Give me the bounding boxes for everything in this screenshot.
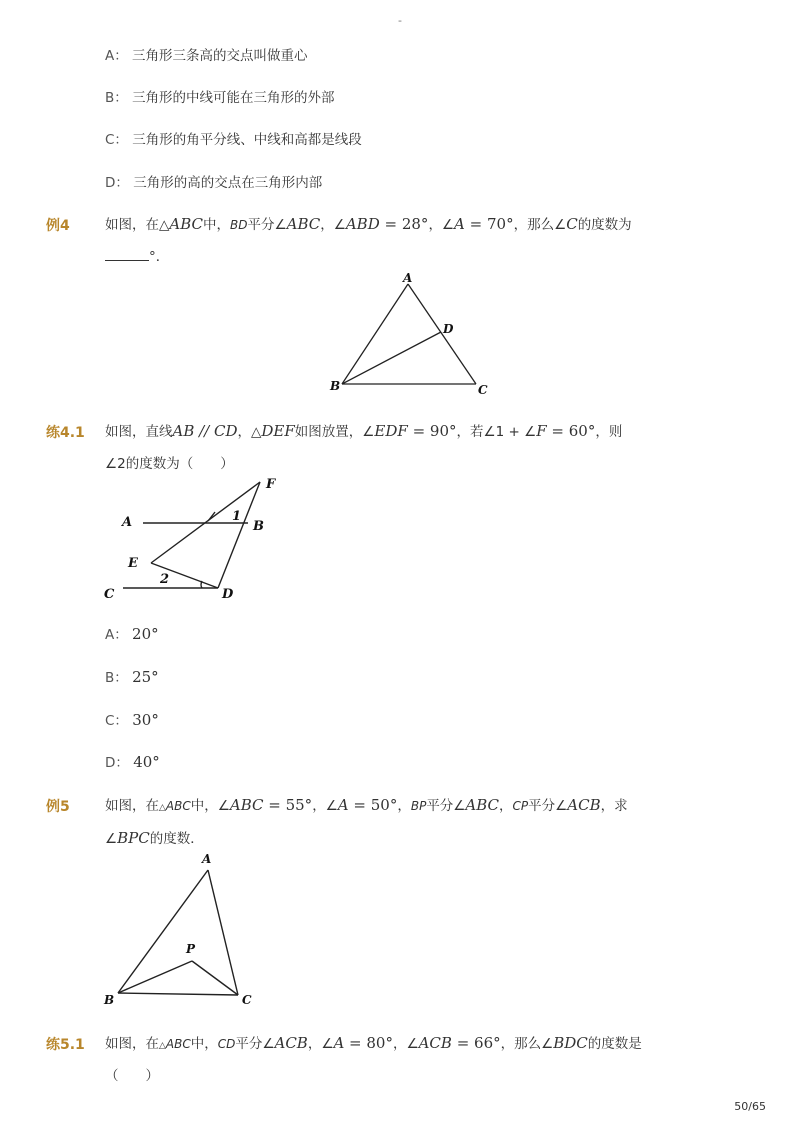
page-number: 50/65	[734, 1100, 766, 1113]
label-d: D	[443, 322, 454, 336]
stem-text: ，∠	[392, 1036, 419, 1052]
label-b: B	[253, 519, 264, 534]
option-text: 三角形的角平分线、中线和高都是线段	[132, 132, 362, 148]
option-key: D：	[105, 755, 129, 771]
stem-text: °．	[149, 249, 170, 265]
edge-bc	[118, 993, 238, 995]
option-value: 25°	[132, 668, 159, 686]
practice-5-1-stem-line1	[105, 1034, 642, 1055]
stem-text: ，∠	[312, 798, 338, 814]
stem-text: 平分∠	[247, 217, 287, 233]
option-d[interactable]	[105, 174, 322, 192]
triangle-symbol: △	[159, 1041, 166, 1051]
stem-text: 平分∠	[235, 1036, 275, 1052]
stem-text: ，则	[595, 424, 623, 440]
math-bdc: BDC	[553, 1034, 588, 1052]
label-p: P	[186, 942, 196, 956]
label-c: C	[104, 587, 115, 602]
example-5-stem-line1	[105, 796, 628, 817]
triangle-name: ABC	[165, 799, 191, 813]
stem-text: ，那么∠	[500, 1036, 554, 1052]
segment-cp: CP	[512, 799, 529, 813]
example-4-figure	[320, 268, 500, 398]
angle-2-arc	[201, 581, 202, 588]
stem-text: 平分∠	[528, 798, 568, 814]
triangle-name: ABC	[165, 1037, 191, 1051]
practice-4-1-tag: 练4.1	[46, 425, 85, 441]
stem-text: ，∠	[428, 217, 455, 233]
triangle-symbol: △	[159, 803, 166, 813]
stem-text: ，那么∠	[513, 217, 567, 233]
math-abc: ABC	[229, 796, 264, 814]
example-4-stem-line1	[105, 215, 632, 234]
stem-text: ，	[397, 798, 411, 814]
math-edf: EDF	[374, 422, 408, 440]
label-angle-1: 1	[232, 509, 242, 524]
stem-text: 平分∠	[426, 798, 466, 814]
practice-4-1-option-a[interactable]	[105, 625, 159, 644]
stem-text: ∠	[105, 831, 118, 847]
stem-text: 如图，在	[105, 798, 159, 814]
stem-text: ，若∠1 + ∠	[456, 424, 537, 440]
math-a: A	[333, 1034, 345, 1052]
practice-4-1-option-b[interactable]	[105, 668, 159, 687]
label-f: F	[266, 477, 276, 492]
option-value: 30°	[132, 711, 159, 729]
math-value: = 28°	[379, 215, 429, 233]
math-f: F	[536, 422, 547, 440]
option-text: 三角形的中线可能在三角形的外部	[132, 90, 335, 106]
label-b: B	[330, 379, 341, 393]
math-acb: ACB	[418, 1034, 452, 1052]
option-text: 三角形三条高的交点叫做重心	[132, 48, 308, 64]
example-5-stem-line2	[105, 829, 204, 848]
option-key: A：	[105, 48, 128, 64]
edge-ab	[118, 870, 208, 993]
math-def: DEF	[261, 422, 295, 440]
option-value: 40°	[133, 753, 160, 771]
practice-4-1-stem-line1	[105, 422, 622, 441]
math-abc: ABC	[169, 215, 204, 233]
stem-text: 中，	[203, 217, 231, 233]
edge-ab	[342, 284, 408, 384]
option-text: 三角形的高的交点在三角形内部	[133, 175, 323, 191]
math-abd: ABD	[345, 215, 380, 233]
segment-cd: CD	[217, 1037, 236, 1051]
option-key: D：	[105, 175, 129, 191]
label-b: B	[104, 993, 115, 1007]
math-abc: ABC	[465, 796, 500, 814]
segment-bp: BP	[410, 799, 427, 813]
stem-text: 如图，直线	[105, 424, 173, 440]
math-ab-parallel-cd: AB // CD	[172, 422, 238, 440]
example-4-tag: 例4	[46, 218, 70, 234]
math-value: = 90°	[407, 422, 457, 440]
example-5-tag: 例5	[46, 799, 70, 815]
stem-text: 中，	[190, 1036, 218, 1052]
stem-text: 如图，在	[105, 1036, 159, 1052]
label-angle-2: 2	[160, 572, 170, 587]
practice-5-1-stem-line2: （ ）	[105, 1068, 159, 1084]
option-a[interactable]	[105, 47, 308, 65]
option-key: C：	[105, 132, 128, 148]
math-a: A	[337, 796, 349, 814]
math-value: = 60°	[546, 422, 596, 440]
math-acb: ACB	[567, 796, 601, 814]
math-c: C	[566, 215, 578, 233]
option-c[interactable]	[105, 131, 362, 149]
option-b[interactable]	[105, 89, 335, 107]
label-a: A	[122, 515, 133, 530]
practice-4-1-option-c[interactable]	[105, 711, 159, 730]
stem-text: ，△	[237, 424, 262, 440]
math-value: = 50°	[348, 796, 398, 814]
stem-text: 如图放置，∠	[294, 424, 375, 440]
answer-blank[interactable]	[105, 248, 149, 261]
math-value: = 80°	[344, 1034, 393, 1052]
practice-5-1-tag: 练5.1	[46, 1037, 85, 1053]
math-acb: ACB	[274, 1034, 308, 1052]
label-a: A	[403, 271, 413, 285]
page-top-mark: -	[398, 14, 402, 27]
stem-text: 的度数．	[149, 831, 204, 847]
stem-text: 的度数为	[577, 217, 632, 233]
stem-text: ，	[499, 798, 513, 814]
stem-text: 的度数是	[587, 1036, 642, 1052]
math-bpc: BPC	[117, 829, 150, 847]
option-key: B：	[105, 670, 128, 686]
edge-ac	[408, 284, 476, 384]
segment-bd: BD	[230, 218, 248, 232]
example-4-stem-line2	[105, 248, 169, 266]
label-d: D	[222, 587, 234, 602]
math-value: = 55°	[263, 796, 313, 814]
example-5-figure	[98, 848, 268, 1010]
math-a: A	[454, 215, 465, 233]
stem-text: 如图，在△	[105, 217, 170, 233]
math-value: = 70°	[464, 215, 514, 233]
practice-4-1-stem-line2: ∠2的度数为（ ）	[105, 456, 234, 472]
practice-4-1-figure	[98, 472, 298, 604]
stem-text: ，∠	[307, 1036, 334, 1052]
option-value: 20°	[132, 625, 159, 643]
option-key: B：	[105, 90, 128, 106]
label-c: C	[242, 993, 252, 1007]
edge-bd	[342, 332, 441, 384]
label-c: C	[478, 383, 488, 397]
option-key: C：	[105, 713, 128, 729]
option-key: A：	[105, 627, 128, 643]
stem-text: ，求	[600, 798, 628, 814]
math-abc: ABC	[286, 215, 321, 233]
math-value: = 66°	[451, 1034, 501, 1052]
practice-4-1-option-d[interactable]	[105, 753, 160, 772]
label-a: A	[202, 852, 212, 866]
label-e: E	[128, 556, 138, 571]
stem-text: 中，∠	[190, 798, 230, 814]
stem-text: ，∠	[320, 217, 346, 233]
